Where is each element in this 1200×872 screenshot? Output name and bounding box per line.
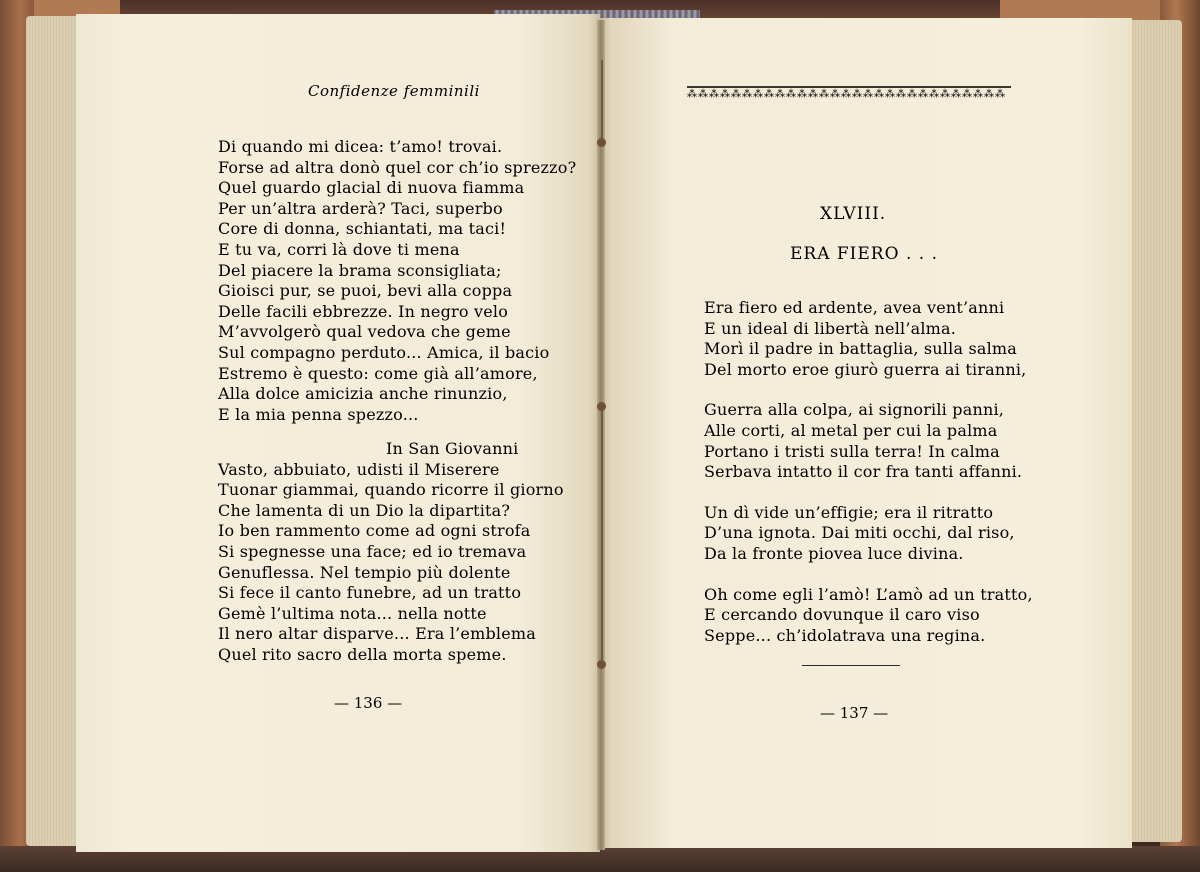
- poem-title: ERA FIERO . . .: [790, 244, 938, 264]
- binding-thread: [601, 410, 603, 660]
- page-edges-left: [26, 16, 80, 846]
- stanza: [704, 400, 1033, 482]
- verse-line: Gemè l’ultima nota... nella notte: [218, 603, 487, 623]
- verse-line: Guerra alla colpa, ai signorili panni,: [704, 400, 1005, 420]
- verse-line: Di quando mi dicea: t’amo! trovai.: [218, 137, 503, 156]
- verse-line: Alle corti, al metal per cui la palma: [704, 420, 998, 440]
- poem-body: [704, 298, 1033, 666]
- end-rule: [802, 665, 900, 666]
- verse-line: E un ideal di libertà nell’alma.: [704, 318, 957, 338]
- binding-stitch: [597, 660, 606, 669]
- verse-line: Delle facili ebbrezze. In negro velo: [218, 301, 509, 321]
- stanza: [704, 585, 1033, 647]
- verse-line: Sul compagno perduto... Amica, il bacio: [218, 342, 550, 362]
- verse-line: Per un’altra arderà? Taci, superbo: [218, 198, 503, 218]
- binding-stitch: [597, 402, 606, 411]
- verse-line: Si fece il canto funebre, ad un tratto: [218, 583, 522, 603]
- verse-block: [218, 439, 564, 666]
- verse-line: Estremo è questo: come già all’amore,: [218, 363, 538, 383]
- page-edges-right: [1126, 20, 1182, 842]
- verse-line: Che lamenta di un Dio la dipartita?: [218, 500, 511, 520]
- verse-line: Quel rito sacro della morta speme.: [218, 644, 507, 664]
- verse-line: Tuonar giammai, quando ricorre il giorno: [218, 480, 564, 500]
- verse-line: Morì il padre in battaglia, sulla salma: [704, 339, 1018, 359]
- verse-line: Il nero altar disparve... Era l’emblema: [218, 624, 537, 644]
- verse-line: E cercando dovunque il caro viso: [704, 605, 980, 625]
- stanza: [704, 503, 1033, 565]
- binding-thread: [601, 60, 603, 140]
- verse-block: [218, 137, 576, 425]
- poem-number: XLVIII.: [820, 204, 887, 224]
- verse-line: Del morto eroe giurò guerra ai tiranni,: [704, 359, 1027, 379]
- verse-line: E tu va, corri là dove ti mena: [218, 239, 460, 259]
- verse-line: D’una ignota. Dai miti occhi, dal riso,: [704, 523, 1015, 543]
- verse-line: Alla dolce amicizia anche rinunzio,: [218, 384, 508, 404]
- verse-line: Si spegnesse una face; ed io tremava: [218, 541, 527, 561]
- header-ornament: ⁂⁂⁂⁂⁂⁂⁂⁂⁂⁂⁂⁂⁂⁂⁂⁂⁂⁂⁂⁂⁂⁂⁂⁂⁂⁂⁂⁂⁂: [687, 86, 1011, 104]
- verse-line: Genuflessa. Nel tempio più dolente: [218, 562, 511, 582]
- stanza: [704, 298, 1033, 380]
- verse-line: M’avvolgerò qual vedova che geme: [218, 322, 511, 342]
- verse-line: E la mia penna spezzo...: [218, 404, 419, 424]
- verse-line: Vasto, abbuiato, udisti il Miserere: [218, 459, 500, 479]
- verse-line: Da la fronte piovea luce divina.: [704, 543, 964, 563]
- verse-line: Era fiero ed ardente, avea vent’anni: [704, 298, 1005, 317]
- verse-line: Oh come egli l’amò! L’amò ad un tratto,: [704, 584, 1033, 604]
- verse-line: Portano i tristi sulla terra! In calma: [704, 441, 1000, 461]
- page-number: — 137 —: [820, 704, 889, 722]
- verse-line: Gioisci pur, se puoi, bevi alla coppa: [218, 281, 513, 301]
- verse-line: In San Giovanni: [386, 439, 519, 458]
- running-head: Confidenze femminili: [308, 82, 480, 100]
- verse-line: Io ben rammento come ad ogni strofa: [218, 521, 531, 541]
- verse-line: Quel guardo glacial di nuova fiamma: [218, 178, 525, 198]
- verse-line: Core di donna, schiantati, ma taci!: [218, 219, 507, 239]
- verse-line: Serbava intatto il cor fra tanti affanni.: [704, 462, 1023, 482]
- verse-line: Del piacere la brama sconsigliata;: [218, 260, 502, 280]
- verse-line: Forse ad altra donò quel cor ch’io sprezzo?: [218, 157, 577, 177]
- binding-stitch: [597, 138, 606, 147]
- verse-line: Seppe... ch’idolatrava una regina.: [704, 625, 986, 645]
- verse-line: Un dì vide un’effigie; era il ritratto: [704, 502, 994, 522]
- page-number: — 136 —: [334, 694, 403, 712]
